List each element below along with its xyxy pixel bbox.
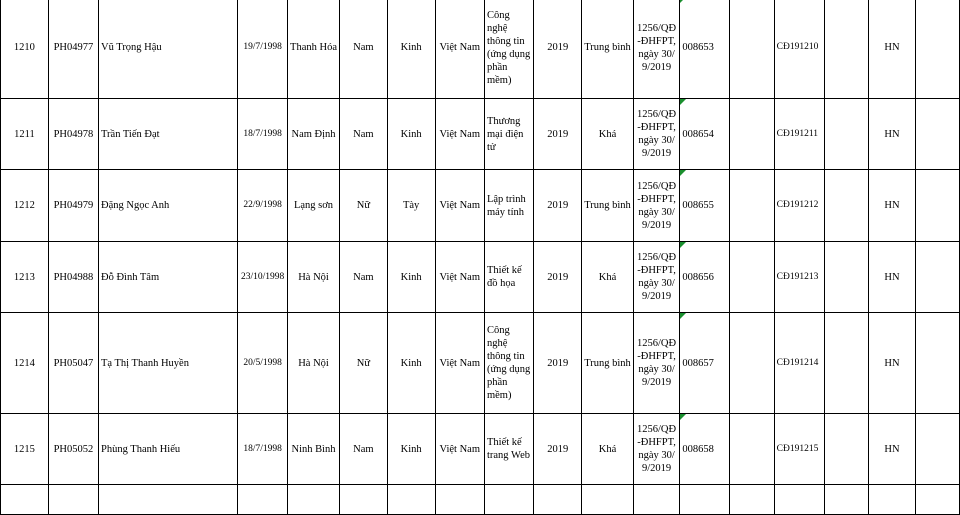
cell-decision[interactable]: 1256/QĐ-ĐHFPT, ngày 30/9/2019 <box>633 414 680 485</box>
cell-decision[interactable]: 1256/QĐ-ĐHFPT, ngày 30/9/2019 <box>633 99 680 170</box>
cell-year[interactable]: 2019 <box>534 0 582 99</box>
cell-year[interactable]: 2019 <box>534 414 582 485</box>
cell-campus[interactable]: HN <box>869 0 915 99</box>
cell-name[interactable]: Đặng Ngọc Anh <box>99 170 238 242</box>
table-row <box>1 414 960 485</box>
cell-birthplace[interactable]: Ninh Bình <box>288 414 340 485</box>
cell-blank[interactable] <box>825 170 869 242</box>
cell-birthplace[interactable]: Nam Định <box>288 99 340 170</box>
cell-name[interactable]: Đỗ Đình Tâm <box>99 242 238 313</box>
cell-dob[interactable]: 18/7/1998 <box>238 414 288 485</box>
table-row <box>1 242 960 313</box>
cell-no[interactable]: 1215 <box>1 414 49 485</box>
table-row <box>1 313 960 414</box>
cell-name[interactable]: Phùng Thanh Hiếu <box>99 414 238 485</box>
empty-cell[interactable] <box>1 485 49 515</box>
cell-ethnicity[interactable]: Kinh <box>387 99 435 170</box>
cell-rank[interactable]: Khá <box>582 99 634 170</box>
empty-cell[interactable] <box>680 485 729 515</box>
cell-ethnicity[interactable]: Kinh <box>387 242 435 313</box>
cell-blank[interactable] <box>915 170 959 242</box>
cell-student-id[interactable]: PH04977 <box>48 0 98 99</box>
cell-blank[interactable] <box>825 0 869 99</box>
cell-blank[interactable] <box>915 99 959 170</box>
table-body <box>1 0 960 515</box>
cell-reg-no[interactable]: CĐ191211 <box>774 99 824 170</box>
empty-cell[interactable] <box>774 485 824 515</box>
cell-reg-no[interactable]: CĐ191214 <box>774 313 824 414</box>
cell-diploma-no[interactable]: 008655 <box>680 170 729 242</box>
cell-dob[interactable]: 22/9/1998 <box>238 170 288 242</box>
cell-decision[interactable]: 1256/QĐ-ĐHFPT, ngày 30/9/2019 <box>633 313 680 414</box>
cell-year[interactable]: 2019 <box>534 242 582 313</box>
cell-blank[interactable] <box>729 414 774 485</box>
cell-name[interactable]: Tạ Thị Thanh Huyền <box>99 313 238 414</box>
cell-year[interactable]: 2019 <box>534 170 582 242</box>
cell-nationality[interactable]: Việt Nam <box>435 170 484 242</box>
cell-dob[interactable]: 23/10/1998 <box>238 242 288 313</box>
empty-cell[interactable] <box>238 485 288 515</box>
cell-blank[interactable] <box>825 99 869 170</box>
cell-no[interactable]: 1212 <box>1 170 49 242</box>
cell-blank[interactable] <box>915 242 959 313</box>
empty-cell[interactable] <box>633 485 680 515</box>
cell-ethnicity[interactable]: Kinh <box>387 414 435 485</box>
empty-cell[interactable] <box>387 485 435 515</box>
cell-rank[interactable]: Khá <box>582 414 634 485</box>
cell-campus[interactable]: HN <box>869 242 915 313</box>
cell-reg-no[interactable]: CĐ191213 <box>774 242 824 313</box>
cell-blank[interactable] <box>729 170 774 242</box>
empty-cell[interactable] <box>534 485 582 515</box>
cell-birthplace[interactable]: Hà Nội <box>288 313 340 414</box>
cell-diploma-no[interactable]: 008654 <box>680 99 729 170</box>
cell-student-id[interactable]: PH04988 <box>48 242 98 313</box>
empty-cell[interactable] <box>435 485 484 515</box>
cell-blank[interactable] <box>915 313 959 414</box>
cell-gender[interactable]: Nam <box>340 242 388 313</box>
cell-ethnicity[interactable]: Tày <box>387 170 435 242</box>
cell-major[interactable]: Thương mại điện tử <box>484 99 533 170</box>
table-row <box>1 170 960 242</box>
cell-nationality[interactable]: Việt Nam <box>435 0 484 99</box>
cell-major[interactable]: Công nghệ thông tin (ứng dụng phần mềm) <box>484 313 533 414</box>
empty-cell[interactable] <box>582 485 634 515</box>
cell-decision[interactable]: 1256/QĐ-ĐHFPT, ngày 30/9/2019 <box>633 242 680 313</box>
cell-blank[interactable] <box>915 0 959 99</box>
cell-rank[interactable]: Khá <box>582 242 634 313</box>
cell-no[interactable]: 1214 <box>1 313 49 414</box>
cell-reg-no[interactable]: CĐ191210 <box>774 0 824 99</box>
empty-cell[interactable] <box>340 485 388 515</box>
cell-year[interactable]: 2019 <box>534 313 582 414</box>
empty-cell[interactable] <box>484 485 533 515</box>
cell-nationality[interactable]: Việt Nam <box>435 99 484 170</box>
cell-gender[interactable]: Nam <box>340 99 388 170</box>
empty-cell[interactable] <box>48 485 98 515</box>
cell-student-id[interactable]: PH05047 <box>48 313 98 414</box>
cell-dob[interactable]: 19/7/1998 <box>238 0 288 99</box>
empty-cell[interactable] <box>915 485 959 515</box>
empty-cell[interactable] <box>825 485 869 515</box>
cell-student-id[interactable]: PH04978 <box>48 99 98 170</box>
cell-major[interactable]: Công nghệ thông tin (ứng dụng phần mềm) <box>484 0 533 99</box>
cell-name[interactable]: Trần Tiến Đạt <box>99 99 238 170</box>
cell-student-id[interactable]: PH04979 <box>48 170 98 242</box>
cell-rank[interactable]: Trung bình <box>582 0 634 99</box>
cell-nationality[interactable]: Việt Nam <box>435 414 484 485</box>
cell-diploma-no[interactable]: 008653 <box>680 0 729 99</box>
cell-blank[interactable] <box>825 414 869 485</box>
table-row <box>1 99 960 170</box>
cell-campus[interactable]: HN <box>869 414 915 485</box>
cell-diploma-no[interactable]: 008657 <box>680 313 729 414</box>
cell-gender[interactable]: Nữ <box>340 313 388 414</box>
cell-campus[interactable]: HN <box>869 313 915 414</box>
cell-rank[interactable]: Trung bình <box>582 170 634 242</box>
table-row <box>1 485 960 515</box>
cell-student-id[interactable]: PH05052 <box>48 414 98 485</box>
cell-rank[interactable]: Trung bình <box>582 313 634 414</box>
cell-campus[interactable]: HN <box>869 170 915 242</box>
cell-reg-no[interactable]: CĐ191215 <box>774 414 824 485</box>
cell-ethnicity[interactable]: Kinh <box>387 0 435 99</box>
empty-cell[interactable] <box>288 485 340 515</box>
cell-campus[interactable]: HN <box>869 99 915 170</box>
cell-dob[interactable]: 20/5/1998 <box>238 313 288 414</box>
cell-nationality[interactable]: Việt Nam <box>435 313 484 414</box>
cell-birthplace[interactable]: Hà Nội <box>288 242 340 313</box>
cell-birthplace[interactable]: Thanh Hóa <box>288 0 340 99</box>
cell-blank[interactable] <box>729 99 774 170</box>
cell-blank[interactable] <box>915 414 959 485</box>
cell-decision[interactable]: 1256/QĐ-ĐHFPT, ngày 30/9/2019 <box>633 0 680 99</box>
cell-birthplace[interactable]: Lạng sơn <box>288 170 340 242</box>
cell-nationality[interactable]: Việt Nam <box>435 242 484 313</box>
cell-gender[interactable]: Nữ <box>340 170 388 242</box>
cell-reg-no[interactable]: CĐ191212 <box>774 170 824 242</box>
cell-gender[interactable]: Nam <box>340 414 388 485</box>
cell-gender[interactable]: Nam <box>340 0 388 99</box>
cell-blank[interactable] <box>729 313 774 414</box>
empty-cell[interactable] <box>869 485 915 515</box>
table-row <box>1 0 960 99</box>
empty-cell[interactable] <box>99 485 238 515</box>
cell-year[interactable]: 2019 <box>534 99 582 170</box>
cell-no[interactable]: 1211 <box>1 99 49 170</box>
cell-no[interactable]: 1210 <box>1 0 49 99</box>
empty-cell[interactable] <box>729 485 774 515</box>
cell-decision[interactable]: 1256/QĐ-ĐHFPT, ngày 30/9/2019 <box>633 170 680 242</box>
cell-blank[interactable] <box>825 242 869 313</box>
cell-blank[interactable] <box>825 313 869 414</box>
cell-diploma-no[interactable]: 008658 <box>680 414 729 485</box>
cell-name[interactable]: Vũ Trọng Hậu <box>99 0 238 99</box>
cell-diploma-no[interactable]: 008656 <box>680 242 729 313</box>
cell-dob[interactable]: 18/7/1998 <box>238 99 288 170</box>
cell-blank[interactable] <box>729 242 774 313</box>
cell-ethnicity[interactable]: Kinh <box>387 313 435 414</box>
cell-no[interactable]: 1213 <box>1 242 49 313</box>
cell-major[interactable]: Thiết kế đồ họa <box>484 242 533 313</box>
cell-major[interactable]: Lập trình máy tính <box>484 170 533 242</box>
cell-major[interactable]: Thiết kế trang Web <box>484 414 533 485</box>
cell-blank[interactable] <box>729 0 774 99</box>
